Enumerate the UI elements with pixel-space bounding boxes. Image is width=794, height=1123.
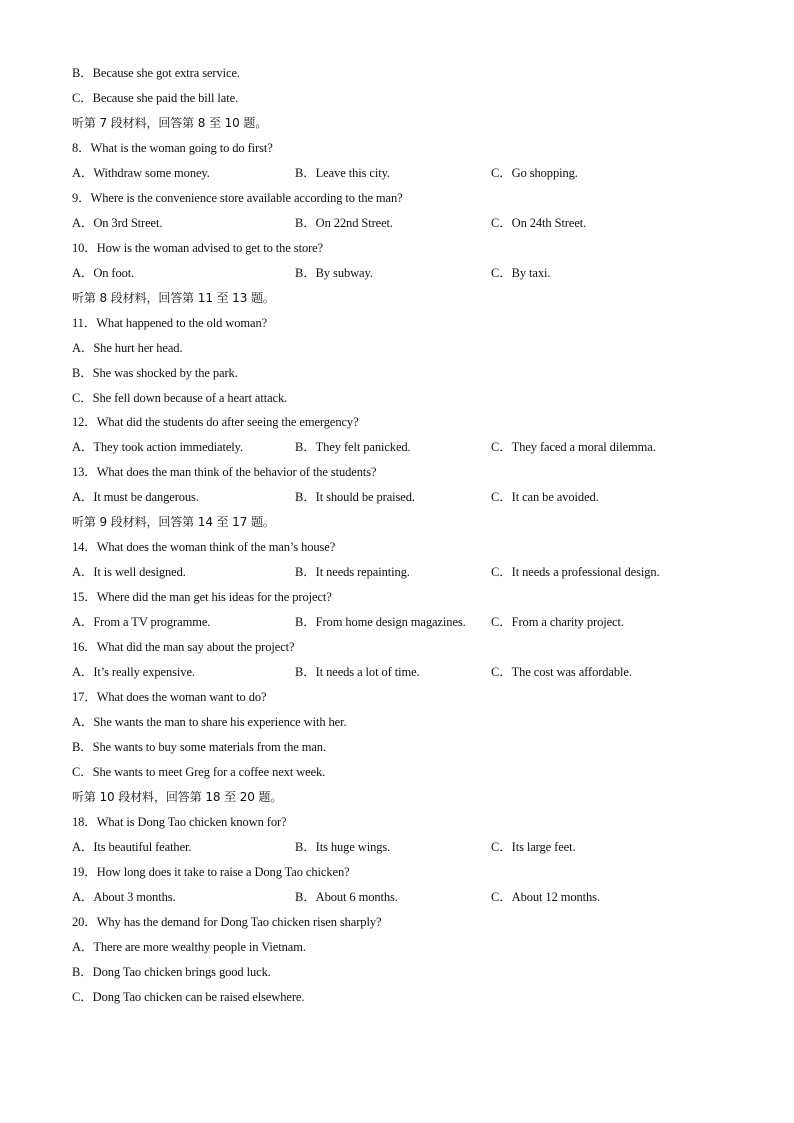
q8-option-b: B．Leave this city. [295, 166, 390, 180]
q17-option-a: A．She wants the man to share his experience with her. [72, 715, 347, 729]
q11-option-c: C．She fell down because of a heart attack. [72, 391, 288, 405]
q17-stem: 17．What does the woman want to do? [72, 690, 267, 704]
q20-option-b: B．Dong Tao chicken brings good luck. [72, 965, 271, 979]
q11-stem: 11．What happened to the old woman? [72, 316, 268, 330]
q19-option-b: B．About 6 months. [295, 890, 398, 904]
q9-option-b: B．On 22nd Street. [295, 216, 393, 230]
q9-option-c: C．On 24th Street. [491, 216, 587, 230]
q8-option-c: C．Go shopping. [491, 166, 578, 180]
q16-option-c: C．The cost was affordable. [491, 665, 632, 679]
section-10-heading: 听第 10 段材料，回答第 18 至 20 题。 [72, 790, 283, 804]
q17-option-b: B．She wants to buy some materials from the man. [72, 740, 326, 754]
q16-stem: 16．What did the man say about the project? [72, 640, 295, 654]
q7-option-b: B．Because she got extra service. [72, 66, 240, 80]
q20-stem: 20．Why has the demand for Dong Tao chicken risen sharply? [72, 915, 382, 929]
q14-stem: 14．What does the woman think of the man’s house? [72, 540, 336, 554]
q19-option-c: C．About 12 months. [491, 890, 600, 904]
q18-option-b: B．Its huge wings. [295, 840, 391, 854]
q14-option-b: B．It needs repainting. [295, 565, 410, 579]
q15-option-b: B．From home design magazines. [295, 615, 466, 629]
q8-option-a: A．Withdraw some money. [72, 166, 210, 180]
q16-option-a: A．It’s really expensive. [72, 665, 195, 679]
q13-option-c: C．It can be avoided. [491, 490, 599, 504]
q20-option-c: C．Dong Tao chicken can be raised elsewhere. [72, 990, 305, 1004]
q12-option-c: C．They faced a moral dilemma. [491, 440, 656, 454]
q8-stem: 8．What is the woman going to do first? [72, 141, 273, 155]
q12-stem: 12．What did the students do after seeing the emergency? [72, 415, 359, 429]
q14-option-a: A．It is well designed. [72, 565, 186, 579]
q15-option-a: A．From a TV programme. [72, 615, 211, 629]
section-7-heading: 听第 7 段材料，回答第 8 至 10 题。 [72, 116, 268, 130]
q20-option-a: A．There are more wealthy people in Vietnam. [72, 940, 306, 954]
q12-option-a: A．They took action immediately. [72, 440, 244, 454]
q10-option-a: A．On foot. [72, 266, 135, 280]
q17-option-c: C．She wants to meet Greg for a coffee next week. [72, 765, 326, 779]
q10-stem: 10．How is the woman advised to get to the store? [72, 241, 324, 255]
q11-option-b: B．She was shocked by the park. [72, 366, 238, 380]
q15-option-c: C．From a charity project. [491, 615, 624, 629]
q10-option-b: B．By subway. [295, 266, 373, 280]
q12-option-b: B．They felt panicked. [295, 440, 411, 454]
q18-stem: 18．What is Dong Tao chicken known for? [72, 815, 287, 829]
q13-option-b: B．It should be praised. [295, 490, 415, 504]
q9-option-a: A．On 3rd Street. [72, 216, 163, 230]
q13-stem: 13．What does the man think of the behavior of the students? [72, 465, 377, 479]
q15-stem: 15．Where did the man get his ideas for the project? [72, 590, 332, 604]
q10-option-c: C．By taxi. [491, 266, 551, 280]
q16-option-b: B．It needs a lot of time. [295, 665, 420, 679]
q7-option-c: C．Because she paid the bill late. [72, 91, 239, 105]
q18-option-c: C．Its large feet. [491, 840, 576, 854]
q19-stem: 19．How long does it take to raise a Dong Tao chicken? [72, 865, 350, 879]
q18-option-a: A．Its beautiful feather. [72, 840, 192, 854]
q13-option-a: A．It must be dangerous. [72, 490, 199, 504]
q19-option-a: A．About 3 months. [72, 890, 176, 904]
q11-option-a: A．She hurt her head. [72, 341, 183, 355]
section-8-heading: 听第 8 段材料，回答第 11 至 13 题。 [72, 291, 275, 305]
section-9-heading: 听第 9 段材料，回答第 14 至 17 题。 [72, 515, 275, 529]
q14-option-c: C．It needs a professional design. [491, 565, 660, 579]
q9-stem: 9．Where is the convenience store available according to the man? [72, 191, 403, 205]
